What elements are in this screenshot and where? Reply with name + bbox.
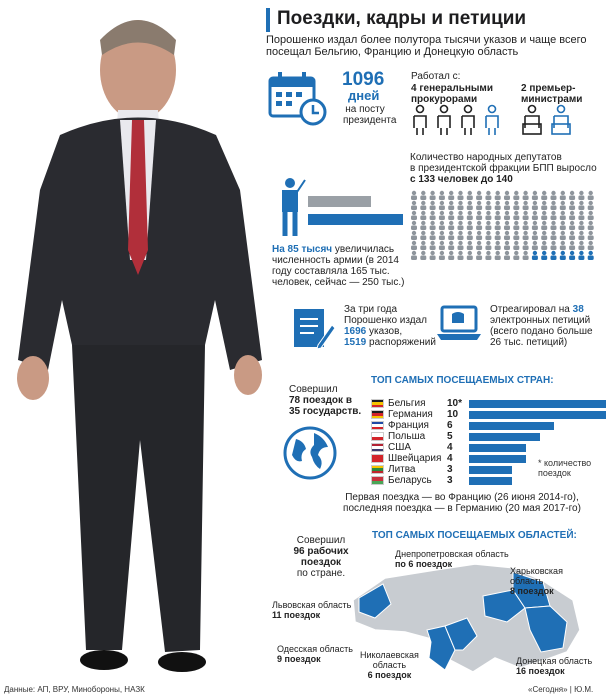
- deputy-icon: [541, 231, 547, 240]
- deputy-icon: [513, 221, 519, 230]
- deputy-icon: [532, 191, 538, 200]
- deputy-icon: [467, 231, 473, 240]
- deputy-icon: [448, 191, 454, 200]
- petitions-text: Отреагировал на 38 электронных петиций (всего подано больше 26 тыс. петиций): [490, 304, 593, 348]
- deputy-icon: [578, 241, 584, 250]
- deputy-icon: [569, 211, 575, 220]
- page-title: Поездки, кадры и петиции: [277, 8, 527, 29]
- deputy-icon: [476, 201, 482, 210]
- deputy-icon: [560, 221, 566, 230]
- deputy-icon: [513, 241, 519, 250]
- days-number: 1096: [342, 69, 385, 90]
- mykolaiv-label: Николаевская область 6 поездок: [360, 650, 419, 680]
- deputy-icon: [420, 221, 426, 230]
- deputy-icon: [430, 221, 436, 230]
- deputy-icon: [504, 241, 510, 250]
- deputy-icon: [551, 201, 557, 210]
- document-pen-icon: [290, 305, 336, 351]
- trips-text: Совершил 78 поездок в 35 государств.: [289, 384, 362, 417]
- flag-icon: [371, 432, 384, 441]
- donetsk-label: Донецкая область 16 поездок: [516, 656, 593, 676]
- calendar-clock-icon: [268, 70, 328, 126]
- country-bar: [469, 400, 606, 408]
- deputy-icon: [588, 241, 594, 250]
- deputy-icon: [551, 191, 557, 200]
- flag-icon: [371, 410, 384, 419]
- deputy-icon: [485, 211, 491, 220]
- deputy-icon: [430, 251, 436, 260]
- deputy-icon: [513, 251, 519, 260]
- country-label: Германия: [388, 409, 433, 420]
- deputy-icon: [578, 191, 584, 200]
- deputy-icon: [430, 231, 436, 240]
- deputy-icon: [448, 241, 454, 250]
- deputy-icon: [439, 241, 445, 250]
- days-caption: на посту президента: [343, 104, 397, 126]
- country-value-label: 5: [447, 431, 453, 442]
- page-subtitle: Порошенко издал более полутора тысячи указов и чаще всего посещал Бельгию, Францию и Донецкую область: [266, 34, 587, 58]
- deputy-icon: [495, 241, 501, 250]
- president-photo: [0, 0, 290, 700]
- deputy-icon: [458, 241, 464, 250]
- deputy-icon: [588, 231, 594, 240]
- deputy-icon: [532, 241, 538, 250]
- deputy-icon: [420, 201, 426, 210]
- deputy-icon: [476, 211, 482, 220]
- deputy-icon: [560, 201, 566, 210]
- deputy-icon: [476, 251, 482, 260]
- deputy-icon: [467, 241, 473, 250]
- country-value-label: 6: [447, 420, 453, 431]
- deputy-icon: [560, 191, 566, 200]
- deputy-icon: [523, 221, 529, 230]
- countries-chart-title: ТОП САМЫХ ПОСЕЩАЕМЫХ СТРАН:: [371, 375, 554, 386]
- deputy-icon: [523, 241, 529, 250]
- deputy-icon: [560, 231, 566, 240]
- deputy-icon: [541, 201, 547, 210]
- deputy-icon: [476, 191, 482, 200]
- deputy-icon: [411, 211, 417, 220]
- soldier-icon: [273, 176, 307, 238]
- deputy-icon: [588, 251, 594, 260]
- deputy-icon: [523, 211, 529, 220]
- country-label: Бельгия: [388, 398, 426, 409]
- deputy-icon: [551, 221, 557, 230]
- deputy-icon: [430, 201, 436, 210]
- deputy-icon: [411, 191, 417, 200]
- deputy-icon: [467, 201, 473, 210]
- deputy-icon: [569, 221, 575, 230]
- country-bar: [469, 422, 554, 430]
- deputy-icon: [541, 221, 547, 230]
- country-bar: [469, 433, 540, 441]
- deputy-icon: [504, 211, 510, 220]
- deputy-icon: [551, 211, 557, 220]
- deputy-icon: [541, 251, 547, 260]
- country-value-label: 4: [447, 442, 453, 453]
- flag-icon: [371, 399, 384, 408]
- deputy-icon: [430, 191, 436, 200]
- deputy-icon: [551, 231, 557, 240]
- deputy-icon: [588, 211, 594, 220]
- deputy-icon: [411, 231, 417, 240]
- chart-footnote: * количество поездок: [538, 458, 592, 478]
- deputy-icon: [504, 251, 510, 260]
- deputy-icon: [420, 191, 426, 200]
- deputy-icon: [504, 201, 510, 210]
- kharkiv-label: Харьковская область 8 поездок: [510, 566, 563, 596]
- deputy-icon: [458, 251, 464, 260]
- deputy-icon: [569, 251, 575, 260]
- deputies-dots: [410, 190, 598, 262]
- deputy-icon: [439, 211, 445, 220]
- deputy-icon: [532, 231, 538, 240]
- deputy-icon: [411, 201, 417, 210]
- deputy-icon: [541, 241, 547, 250]
- deputy-icon: [541, 211, 547, 220]
- deputy-icon: [495, 231, 501, 240]
- deputy-icon: [532, 251, 538, 260]
- deputy-icon: [513, 191, 519, 200]
- deputy-icon: [578, 221, 584, 230]
- deputy-icon: [458, 191, 464, 200]
- deputy-icon: [448, 251, 454, 260]
- deputy-icon: [458, 221, 464, 230]
- deputy-icon: [485, 191, 491, 200]
- country-label: Польша: [388, 431, 426, 442]
- country-bar: [469, 455, 526, 463]
- deputy-icon: [551, 251, 557, 260]
- deputy-icon: [448, 201, 454, 210]
- title-accent-bar: [266, 8, 270, 32]
- flag-icon: [371, 476, 384, 485]
- deputy-icon: [411, 221, 417, 230]
- deputy-icon: [476, 231, 482, 240]
- flag-icon: [371, 454, 384, 463]
- worked-title: Работал с:: [411, 71, 461, 82]
- lviv-label: Львовская область 11 поездок: [272, 600, 352, 620]
- deputy-icon: [532, 201, 538, 210]
- deputy-icon: [495, 211, 501, 220]
- deputy-icon: [532, 221, 538, 230]
- deputy-icon: [439, 251, 445, 260]
- deputy-icon: [523, 231, 529, 240]
- country-label: Беларусь: [388, 475, 432, 486]
- deputy-icon: [495, 251, 501, 260]
- deputy-icon: [485, 201, 491, 210]
- deputy-icon: [420, 241, 426, 250]
- flag-icon: [371, 443, 384, 452]
- deputy-icon: [476, 241, 482, 250]
- country-label: Швейцария: [388, 453, 442, 464]
- deputy-icon: [551, 241, 557, 250]
- deputy-icon: [569, 201, 575, 210]
- deputy-icon: [439, 231, 445, 240]
- army-bar-now: [308, 214, 403, 225]
- deputy-icon: [560, 211, 566, 220]
- deputy-icon: [467, 211, 473, 220]
- deputy-icon: [448, 231, 454, 240]
- deputy-icon: [588, 201, 594, 210]
- prosecutors-icons: [408, 104, 508, 136]
- deputy-icon: [569, 241, 575, 250]
- globe-icon: [282, 425, 338, 481]
- deputy-icon: [448, 221, 454, 230]
- dnipro-label: Днепропетровская область по 6 поездок: [395, 549, 509, 569]
- deputy-icon: [439, 201, 445, 210]
- odesa-label: Одесская область 9 поездок: [277, 644, 353, 664]
- deputy-icon: [523, 191, 529, 200]
- regions-title: ТОП САМЫХ ПОСЕЩАЕМЫХ ОБЛАСТЕЙ:: [372, 530, 577, 541]
- prosecutors-label: 4 генеральными прокурорами: [411, 83, 493, 105]
- work-trips-text: Совершил 96 рабочих поездок по стране.: [293, 535, 349, 579]
- country-bar: [469, 477, 512, 485]
- country-bar: [469, 466, 512, 474]
- country-value-label: 10*: [447, 398, 463, 409]
- deputy-icon: [504, 191, 510, 200]
- deputy-icon: [523, 201, 529, 210]
- deputy-icon: [560, 251, 566, 260]
- deputy-icon: [560, 241, 566, 250]
- deputy-icon: [578, 201, 584, 210]
- deputy-icon: [485, 231, 491, 240]
- deputy-icon: [578, 231, 584, 240]
- deputy-icon: [458, 201, 464, 210]
- deputy-icon: [448, 211, 454, 220]
- deputies-text: Количество народных депутатов в президентской фракции БПП выросло с 133 человек до 140: [410, 152, 597, 185]
- deputy-icon: [420, 211, 426, 220]
- credit-text: «Сегодня» | Ю.М.: [528, 685, 594, 694]
- deputy-icon: [588, 191, 594, 200]
- deputy-icon: [439, 221, 445, 230]
- days-unit: дней: [348, 88, 380, 103]
- deputy-icon: [430, 211, 436, 220]
- sources-text: Данные: АП, ВРУ, Минобороны, НАЗК: [4, 685, 145, 694]
- deputy-icon: [523, 251, 529, 260]
- country-label: Франция: [388, 420, 429, 431]
- first-last-trip-text: Первая поездка — во Францию (26 июня 2014-го), последняя поездка — в Германию (20 мая 2017-го): [343, 492, 581, 514]
- country-value-label: 10: [447, 409, 459, 420]
- country-bar: [469, 444, 526, 452]
- deputy-icon: [504, 231, 510, 240]
- prime-ministers-icons: [519, 104, 579, 136]
- deputy-icon: [467, 221, 473, 230]
- deputy-icon: [578, 251, 584, 260]
- deputy-icon: [588, 221, 594, 230]
- country-bar: [469, 411, 606, 419]
- flag-icon: [371, 465, 384, 474]
- country-value-label: 3: [447, 475, 453, 486]
- flag-icon: [371, 421, 384, 430]
- deputy-icon: [541, 191, 547, 200]
- deputy-icon: [495, 201, 501, 210]
- army-text: На 85 тысяч увеличилась численность армии (в 2014 году составляла 165 тыс. человек, сейчас — 250 тыс.): [272, 244, 405, 288]
- prime-ministers-label: 2 премьер- министрами: [521, 83, 583, 105]
- deputy-icon: [495, 221, 501, 230]
- deputy-icon: [420, 231, 426, 240]
- deputy-icon: [513, 231, 519, 240]
- decrees-text: За три года Порошенко издал 1696 указов, 1519 распоряжений: [344, 304, 436, 348]
- country-value-label: 3: [447, 464, 453, 475]
- deputy-icon: [495, 191, 501, 200]
- deputy-icon: [504, 221, 510, 230]
- country-label: США: [388, 442, 412, 453]
- laptop-icon: [436, 304, 482, 344]
- deputy-icon: [578, 211, 584, 220]
- deputy-icon: [430, 241, 436, 250]
- deputy-icon: [458, 211, 464, 220]
- deputy-icon: [476, 221, 482, 230]
- deputy-icon: [513, 201, 519, 210]
- deputy-icon: [532, 211, 538, 220]
- deputy-icon: [485, 251, 491, 260]
- deputy-icon: [485, 241, 491, 250]
- deputy-icon: [420, 251, 426, 260]
- deputy-icon: [569, 231, 575, 240]
- army-bar-2014: [308, 196, 371, 207]
- country-value-label: 4: [447, 453, 453, 464]
- deputy-icon: [467, 191, 473, 200]
- deputy-icon: [513, 211, 519, 220]
- deputy-icon: [467, 251, 473, 260]
- deputy-icon: [485, 221, 491, 230]
- deputy-icon: [458, 231, 464, 240]
- country-label: Литва: [388, 464, 416, 475]
- deputy-icon: [569, 191, 575, 200]
- deputy-icon: [439, 191, 445, 200]
